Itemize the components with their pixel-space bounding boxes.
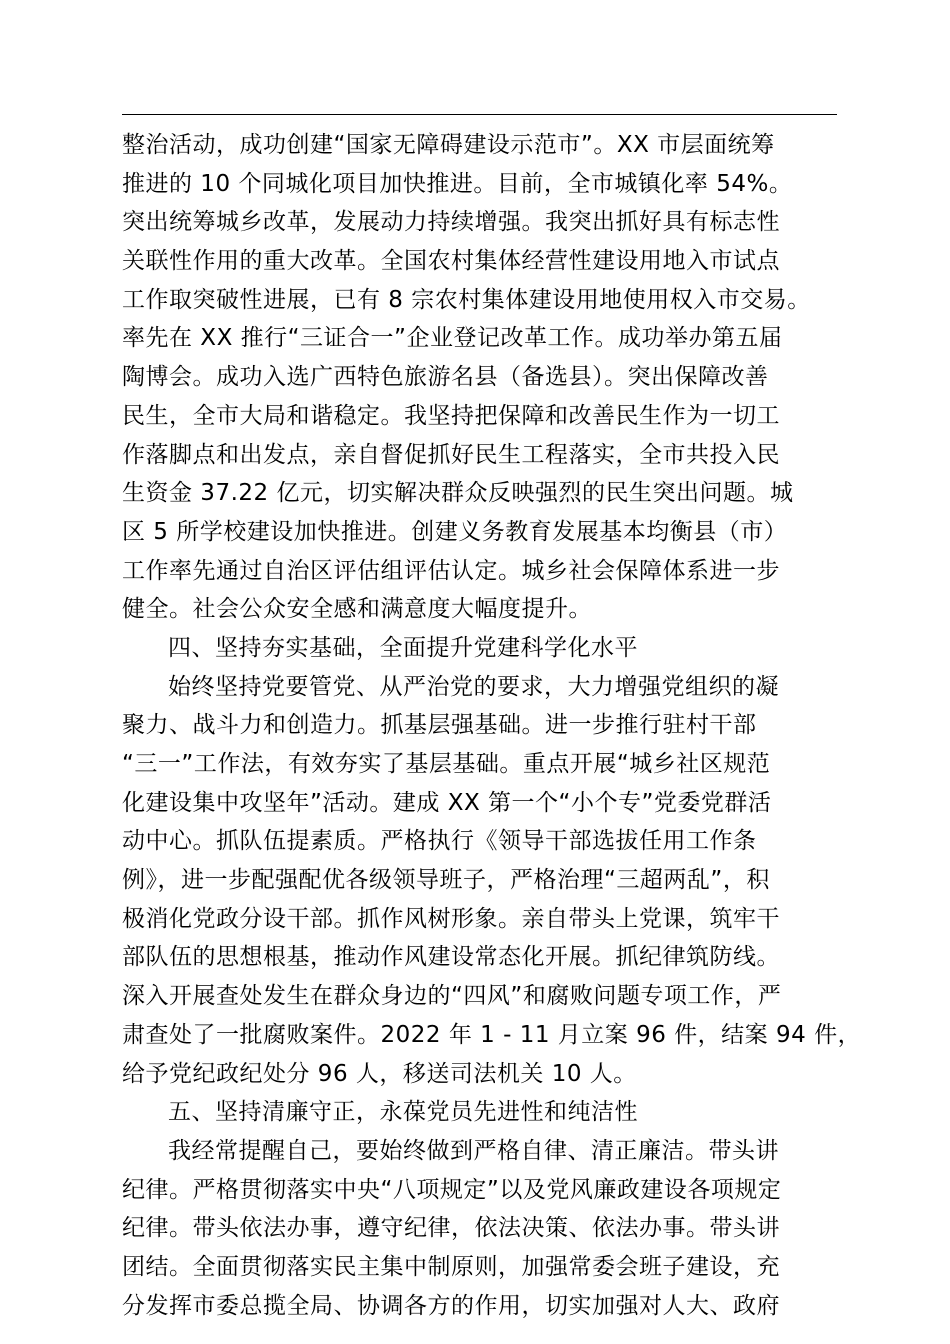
text-line: 动中心。抓队伍提素质。严格执行《领导干部选拔任用工作条 xyxy=(122,828,757,855)
text-line: 极消化党政分设干部。抓作风树形象。亲自带头上党课，筑牢干 xyxy=(122,905,780,932)
text-line: 整治活动，成功创建“国家无障碍建设示范市”。XX 市层面统筹 xyxy=(122,132,775,158)
paragraph-first-line: 我经常提醒自己，要始终做到严格自律、清正廉洁。带头讲 xyxy=(168,1137,779,1164)
text-line: 给予党纪政纪处分 96 人，移送司法机关 10 人。 xyxy=(122,1060,637,1087)
text-line: 肃查处了一批腐败案件。2022 年 1 - 11 月立案 96 件，结案 94 件， xyxy=(122,1021,862,1048)
text-line: 深入开展查处发生在群众身边的“四风”和腐败问题专项工作，严 xyxy=(122,983,782,1010)
text-line: 民生，全市大局和谐稳定。我坚持把保障和改善民生作为一切工 xyxy=(122,402,780,429)
text-line: 陶博会。成功入选广西特色旅游名县（备选县）。突出保障改善 xyxy=(122,364,769,391)
text-line: 部队伍的思想根基，推动作风建设常态化开展。抓纪律筑防线。 xyxy=(122,944,780,971)
text-line: 纪律。严格贯彻落实中央“八项规定”以及党风廉政建设各项规定 xyxy=(122,1176,782,1203)
text-line: 工作取突破性进展，已有 8 宗农村集体建设用地使用权入市交易。 xyxy=(122,286,811,313)
text-line: “三一”工作法，有效夯实了基层基础。重点开展“城乡社区规范 xyxy=(122,751,771,777)
body-text xyxy=(122,126,862,1325)
section-heading-4: 四、坚持夯实基础，全面提升党建科学化水平 xyxy=(168,634,638,661)
text-line: 健全。社会公众安全感和满意度大幅度提升。 xyxy=(122,596,592,623)
text-line: 工作率先通过自治区评估组评估认定。城乡社会保障体系进一步 xyxy=(122,557,780,584)
text-line: 纪律。带头依法办事，遵守纪律，依法决策、依法办事。带头讲 xyxy=(122,1215,780,1242)
text-line: 作落脚点和出发点，亲自督促抓好民生工程落实，全市共投入民 xyxy=(122,441,780,468)
text-line: 团结。全面贯彻落实民主集中制原则，加强常委会班子建设，充 xyxy=(122,1253,780,1280)
text-line: 生资金 37.22 亿元，切实解决群众反映强烈的民生突出问题。城 xyxy=(122,480,794,507)
text-line: 关联性作用的重大改革。全国农村集体经营性建设用地入市试点 xyxy=(122,248,780,275)
paragraph-first-line: 始终坚持党要管党、从严治党的要求，大力增强党组织的凝 xyxy=(168,673,779,700)
text-line: 区 5 所学校建设加快推进。创建义务教育发展基本均衡县（市） xyxy=(122,518,788,545)
section-heading-5: 五、坚持清廉守正，永葆党员先进性和纯洁性 xyxy=(168,1099,638,1126)
text-line: 率先在 XX 推行“三证合一”企业登记改革工作。成功举办第五届 xyxy=(122,325,783,352)
text-line: 分发挥市委总揽全局、协调各方的作用，切实加强对人大、政府 xyxy=(122,1292,780,1319)
text-line: 突出统筹城乡改革，发展动力持续增强。我突出抓好具有标志性 xyxy=(122,209,780,236)
text-line: 例》，进一步配强配优各级领导班子，严格治理“三超两乱”，积 xyxy=(122,867,770,894)
header-rule xyxy=(122,114,837,115)
text-line: 聚力、战斗力和创造力。抓基层强基础。进一步推行驻村干部 xyxy=(122,712,757,739)
text-line: 化建设集中攻坚年”活动。建成 XX 第一个“小个专”党委党群活 xyxy=(122,789,772,816)
text-line: 推进的 10 个同城化项目加快推进。目前，全市城镇化率 54%。 xyxy=(122,170,793,197)
